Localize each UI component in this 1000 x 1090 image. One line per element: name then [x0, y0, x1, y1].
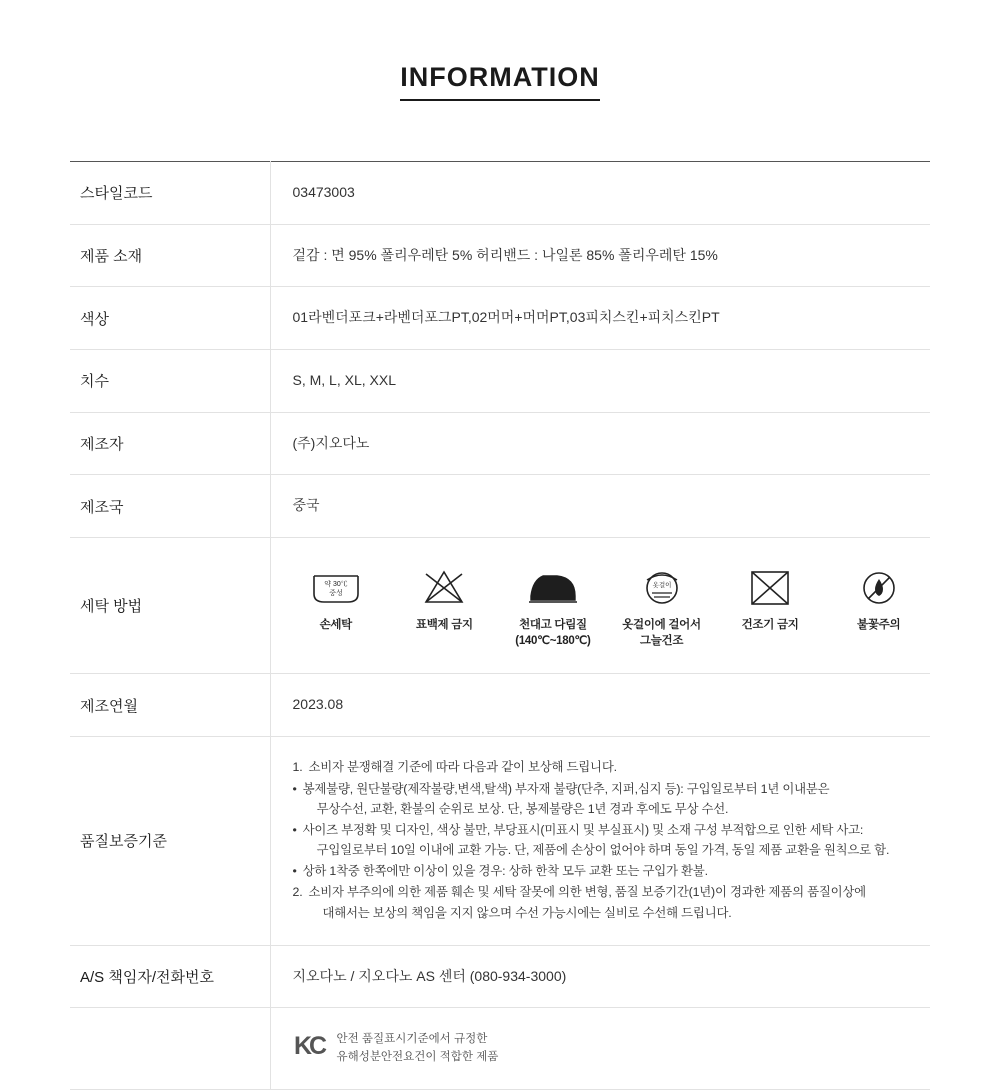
label-washing: 세탁 방법 — [70, 538, 270, 674]
washing-icon-item — [837, 564, 920, 634]
flame-caution-icon — [837, 564, 920, 610]
washing-icon-item — [512, 564, 595, 649]
svg-text:K: K — [293, 1032, 312, 1061]
quality-bullet-line1: 사이즈 부정확 및 디자인, 색상 불만, 부당표시(미표시 및 부실표시) 및 소재 구성 부적합으로 인한 세탁 사고: — [302, 823, 864, 838]
table-row-quality-guarantee — [70, 736, 930, 945]
value-color: 01라벤더포크+라벤더포그PT,02머머+머머PT,03피치스킨+피치스킨PT — [292, 309, 720, 326]
label-manufacturer: 제조자 — [70, 412, 270, 475]
label-kc-mark — [70, 1008, 270, 1090]
washing-icon-label — [512, 618, 595, 649]
label-as-contact: A/S 책임자/전화번호 — [70, 945, 270, 1008]
value-washing — [270, 538, 930, 674]
value-size: S, M, L, XL, XXL — [292, 372, 396, 389]
washing-icon-label-sub: (140℃~180℃) — [515, 634, 591, 647]
quality-bullet-line1: 상하 1착중 한쪽에만 이상이 있을 경우: 상하 한착 모두 교환 또는 구입가 환불. — [302, 864, 708, 879]
table-row-made-date — [70, 674, 930, 737]
no-tumble-dry-icon — [729, 564, 812, 610]
table-row-manufacturer — [70, 412, 930, 475]
quality-guarantee-text — [293, 757, 921, 923]
quality-bullet-marker: • — [292, 823, 297, 838]
page-title — [0, 0, 1000, 107]
washing-icon-label-main: 천대고 다림질 — [519, 619, 587, 632]
quality-item-1-text: 소비자 분쟁해결 기준에 따라 다음과 같이 보상해 드립니다. — [308, 759, 617, 774]
quality-bullet — [293, 861, 921, 881]
washing-icon-item — [403, 564, 486, 634]
svg-text:옷걸이: 옷걸이 — [652, 582, 671, 590]
product-information-table — [70, 161, 930, 1090]
quality-bullet — [293, 779, 921, 819]
washing-icon-label — [620, 618, 703, 649]
label-size: 치수 — [70, 350, 270, 413]
svg-text:중성: 중성 — [329, 590, 343, 598]
svg-text:약 30℃: 약 30℃ — [324, 581, 348, 589]
washing-icon-item — [729, 564, 812, 634]
page-title-text: INFORMATION — [400, 62, 599, 101]
quality-item-2-line1: 소비자 부주의에 의한 제품 훼손 및 세탁 잘못에 의한 변형, 품질 보증기간(1년)이 경과한 제품의 품질이상에 — [308, 885, 866, 900]
table-row-size — [70, 350, 930, 413]
value-as-contact: 지오다노 / 지오다노 AS 센터 (080-934-3000) — [292, 967, 567, 984]
washing-icon-label: 표백제 금지 — [415, 619, 473, 632]
washing-icon-item — [620, 564, 703, 649]
washing-icon-label: 손세탁 — [319, 619, 352, 632]
quality-item-1-marker: 1. — [292, 759, 303, 774]
quality-item-2-marker: 2. — [292, 885, 303, 900]
label-country: 제조국 — [70, 475, 270, 538]
table-row-color — [70, 287, 930, 350]
quality-bullet-marker: • — [292, 864, 297, 879]
washing-icon-list — [293, 558, 921, 653]
value-country: 중국 — [292, 497, 320, 514]
washing-icon-label-main: 옷걸이에 걸어서 — [622, 619, 701, 632]
value-manufacturer: (주)지오다노 — [292, 434, 370, 451]
quality-bullet-marker: • — [292, 781, 297, 796]
kc-logo-icon — [293, 1028, 327, 1069]
washing-icon-label: 불꽃주의 — [857, 619, 901, 632]
label-color: 색상 — [70, 287, 270, 350]
quality-bullet-line2: 구입일로부터 10일 이내에 교환 가능. 단, 제품에 손상이 없어야 하며 동일 가격, 동일 제품 교환을 원칙으로 함. — [316, 843, 890, 858]
quality-item-2-body — [308, 882, 866, 922]
quality-bullet-body — [303, 820, 890, 860]
iron-with-cloth-icon — [512, 564, 595, 610]
quality-bullet-line1: 봉제불량, 원단불량(제작불량,변색,탈색) 부자재 불량(단추, 지퍼,심지 등): 구입일로부터 1년 이내분은 — [302, 781, 830, 796]
label-quality-guarantee: 품질보증기준 — [70, 736, 270, 945]
svg-text:C: C — [308, 1032, 327, 1061]
washing-icon-label: 건조기 금지 — [741, 619, 799, 632]
value-kc-mark — [270, 1008, 930, 1090]
quality-bullet-body — [303, 779, 830, 819]
label-material: 제품 소재 — [70, 224, 270, 287]
quality-bullet-line2: 무상수선, 교환, 환불의 순위로 보상. 단, 봉제불량은 1년 경과 후에도 무상 수선. — [316, 802, 729, 817]
value-quality-guarantee — [270, 736, 930, 945]
no-bleach-icon — [403, 564, 486, 610]
value-style-code: 03473003 — [292, 184, 355, 200]
table-row-style-code — [70, 162, 930, 225]
washing-icon-label-sub: 그늘건조 — [639, 634, 684, 647]
label-made-date: 제조연월 — [70, 674, 270, 737]
quality-item-2-line2: 대해서는 보상의 책임을 지지 않으며 수선 가능시에는 실비로 수선해 드립니다. — [322, 905, 732, 920]
table-row-as-contact — [70, 945, 930, 1008]
kc-mark-line2: 유해성분안전요건이 적합한 제품 — [336, 1050, 499, 1063]
hand-wash-icon — [295, 564, 378, 610]
quality-item-2 — [293, 882, 921, 922]
hang-dry-shade-icon — [620, 564, 703, 610]
table-row-country — [70, 475, 930, 538]
quality-item-1 — [293, 757, 921, 777]
table-row-material — [70, 224, 930, 287]
table-row-kc-mark — [70, 1008, 930, 1090]
table-row-washing — [70, 538, 930, 674]
washing-icon-item — [295, 564, 378, 634]
kc-mark-block — [293, 1028, 921, 1069]
value-material: 겉감 : 면 95% 폴리우레탄 5% 허리밴드 : 나일론 85% 폴리우레탄 15% — [292, 246, 718, 263]
kc-mark-line1: 안전 품질표시기준에서 규정한 — [336, 1033, 488, 1046]
quality-bullet — [293, 820, 921, 860]
label-style-code: 스타일코드 — [70, 162, 270, 225]
kc-mark-text — [337, 1031, 499, 1066]
value-made-date: 2023.08 — [292, 696, 344, 713]
quality-bullet-body — [303, 861, 708, 881]
